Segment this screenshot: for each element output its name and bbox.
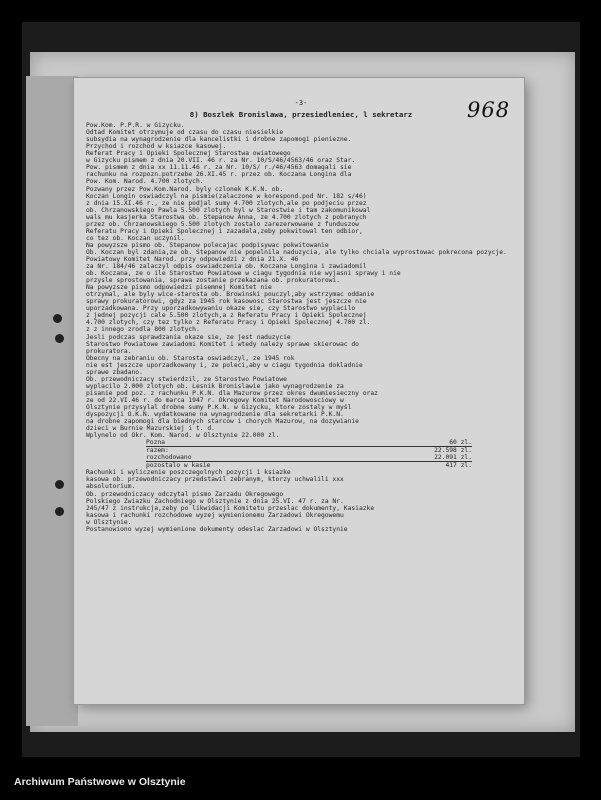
text-line: co tez ob. Koczan uczynil.: [86, 234, 185, 242]
text-line: absolutorium.: [86, 483, 136, 491]
text-line: z z innego zrodla 800 zlotych.: [86, 326, 200, 334]
punch-hole: [53, 314, 62, 323]
text-line: pisanie pod poz. z rachunku P.K.N. dla Mazurow przez okres dwumiesieczny oraz: [86, 389, 378, 397]
paragraph-block-a: [86, 122, 516, 439]
summary-label: rozchodowano: [146, 454, 192, 462]
summary-amount: 22.598 zl.: [376, 446, 472, 454]
text-line: otrzymal, ale byly wice-starosta ob. Browinski pouczyl,aby wstrzymac oddanie: [86, 291, 375, 299]
text-line: Postanowiono wyzej wymienione dokumenty odeslac Zarzadowi w Olsztynie: [86, 525, 348, 533]
page-number: -3-: [294, 99, 308, 107]
text-line: nie est jeszcze uporzadkowany i, ze poleci,aby w ciagu tygodnia dokladnie: [86, 361, 363, 369]
punch-hole: [55, 334, 64, 343]
text-line: ob. Chrzanowskiego Pawla 5.500 zlotych byl w Starostwie i tam zakomunikowal: [86, 206, 371, 214]
punch-hole: [55, 507, 64, 516]
text-line: Ob. przewodniczacy stwierdzil, ze Starostwo Powiatowe: [86, 375, 287, 383]
text-line: Obecny na zebraniu ob. Starosta oswiadczyl, ze 1945 rok: [86, 354, 295, 362]
text-line: Odtad Komitet otrzymuje od czasu do czasu niesielkie: [86, 129, 284, 137]
summary-amount: 417 zl.: [376, 461, 472, 469]
text-line: subsydia na wynagrodzenie dla kancelistki i drobne zapomogi pieniezne.: [86, 136, 352, 144]
text-line: przysle sprostowania, sprawa zostanie przekazana ob. prokuratorowi.: [86, 277, 341, 285]
summary-indent: [86, 454, 146, 461]
text-line: Na powyzsze pismo odpowiedzi pisemnej Komitet nie: [86, 284, 272, 292]
text-line: prokuratora.: [86, 347, 132, 355]
cash-summary: [86, 439, 516, 469]
text-line: Rachunki i wyliczenie poszczegolnych pozycji i ksiazke: [86, 469, 291, 477]
text-line: Przychod i rozchod w ksiazce kasowej.: [86, 143, 227, 151]
text-line: Referat Pracy i Opieki Spolecznej Starostwa owiatowego: [86, 150, 291, 158]
text-line: ob. Koczana, ze o ile Starostwo Powiatowe w ciagu tygodnia nie wyjasni sprawy i nie: [86, 270, 401, 278]
binding-strip: [26, 76, 78, 726]
summary-indent: [86, 439, 146, 446]
summary-row: [86, 461, 516, 469]
text-line: z jednej pozycji cale 5.500 zlotych,a z Referatu Pracy i Opieki Spolecznej: [86, 312, 367, 320]
archive-footer: Archiwum Państwowe w Olsztynie: [14, 776, 186, 788]
text-line: Starostwo Powiatowe zawiadomi Komitet i wtedy nalezy sprawe skierowac do: [86, 340, 359, 348]
summary-indent: [86, 446, 146, 454]
summary-amount: 60 zl.: [449, 439, 472, 447]
summary-amount: 22.091 zl.: [434, 454, 472, 462]
text-line: Pow.Kom. P.P.R. w Gizycku.: [86, 122, 185, 130]
text-line: przez ob. Chrzanowskiego 5.500 zlotych zostalo zarezerwowane z funduszow: [86, 220, 359, 228]
text-line: kasowa i rachunki rozchodowe wyzej wymienionemu Zarzadowi Okregowemu: [86, 511, 344, 519]
section-heading: 8) Boszlek Bronislawa, przesiedleniec, l sekretarz: [189, 110, 413, 120]
text-line: Na powyzsze pismo ob. Stepanow polecajac podpisywac pokwitowanie: [86, 241, 329, 249]
punch-hole: [55, 480, 64, 489]
text-line: Wplynelo od Okr. Kom. Narod. w Olsztynie 22.000 zl.: [86, 432, 280, 440]
text-line: Powiatowy Komitet Narod. przy odpowiedzi z dnia 21.X. 46: [86, 255, 299, 263]
text-line: Referatu Pracy i Opieki Spolecznej i zazadala,zeby pokwitowal ten odbior,: [86, 227, 363, 235]
text-line: dzieci w Burnie Mazurskiej i t. d.: [86, 425, 215, 433]
archive-number-stamp: 968: [467, 98, 511, 122]
text-line: uporzadkowana. Przy uporzadkowywaniu okaze sie, czy Starostwo wyplacilo: [86, 305, 356, 313]
text-line: Pow. pismem z dnia xx 11.11.46 r. za Nr. 10/S/ r./46/4563 domagali sie: [86, 164, 352, 172]
text-line: sprawe zbadano.: [86, 368, 143, 376]
paragraph-block-b: [86, 469, 516, 532]
text-line: rachunku na rozpozn.potrzebe 26.XI.45 r. przez ob. Koczana Longina dla: [86, 171, 352, 179]
text-line: w Gizycku pismem z dnia 20.VII. 46 r. za Nr. 10/S/46/4563/46 oraz Star.: [86, 157, 356, 165]
summary-label: razem:: [146, 446, 376, 454]
text-line: Ob. Koczan byl zdania,ze ob. Stepanow nie popelnila naduzycia, ale tylko chciala wyprostowac pokrecona pozycje.: [86, 248, 507, 256]
text-line: Pozwany przez Pow.Kom.Narod. byly czlonek K.K.N. ob.: [86, 185, 284, 193]
summary-row: [86, 454, 516, 461]
text-line: w Olsztynie.: [86, 518, 132, 526]
text-line: za Nr. 184/46 zalaczyl odpis oswiadczenia ob. Koczana Longina i zawiadomil: [86, 263, 367, 271]
text-line: Olsztynie przysylal drobne sumy P.K.N. w Gizycku, ktore zostaly w myśl: [86, 403, 352, 411]
text-line: 4.700 zlotych, czy tez tylko z Referatu Pracy i Opieki Spolecznej 4.700 zl.: [86, 319, 371, 327]
text-line: na drobne zapomogi dla biednych starcow i chorych Mazurow, na dozywianie: [86, 418, 359, 426]
text-line: z dnia 15.XI.46 r., ze nie podjal sumy 4.700 zlotych,ale po podjeciu przez: [86, 199, 367, 207]
summary-indent: [86, 461, 146, 469]
text-line: wyplacilo 2.000 zlotych ob. Lesnik Bronislawie jako wynagrodzenie za: [86, 382, 344, 390]
text-line: kasowa ob. przewodniczacy przedstawil zebranym, ktorzy uchwalili xxx: [86, 476, 344, 484]
document-text: [86, 100, 516, 533]
text-line: wals mu kasjerka Starostwa ob. Stepanow Anna, ze 4.700 zlotych z pobranych: [86, 213, 367, 221]
text-line: Polskiego Zwiazku Zachodniego w Olsztynie z dnia 25.VI. 47 r. za Nr.: [86, 497, 344, 505]
text-line: Koczan Longin oswiadczyl na pismie(zalaczone w korespond.pod Nr. 182 s/46): [86, 192, 367, 200]
text-line: ze od 22.VI.46 r. do marca 1947 r. Okregowy Komitet Narodowosciowy w: [86, 396, 344, 404]
text-line: dyspozycji O.K.N. wydatkowane na wynagrodzenie dla sekretarki P.K.N.: [86, 411, 344, 419]
text-line: Jesli podczas sprawdzania okaze sie, ze jest naduzycie: [86, 333, 291, 341]
summary-row: [86, 446, 516, 454]
summary-label: Pozna: [146, 439, 165, 447]
summary-label: pozostalo w kasie: [146, 461, 376, 469]
text-line: Ob. przewodniczacy odczytal pismo Zarzadu Okregowego: [86, 490, 284, 498]
summary-row: [86, 439, 516, 446]
text-line: 245/47 z instrukcja,zeby po likwidacji Komitetu przeslac dokumenty, Kasiazke: [86, 504, 375, 512]
text-line: Pow. Kom. Narod. 4.700 zlotych.: [86, 178, 204, 186]
text-line: sprawy prokuratorowi, gdyz za 1945 rok kasowosc Starostwa jest jeszcze nie: [86, 298, 367, 306]
